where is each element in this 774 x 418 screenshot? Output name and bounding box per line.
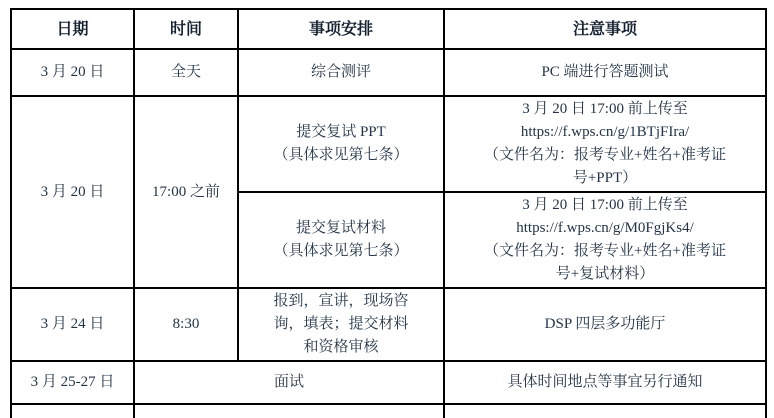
schedule-table [10,8,767,418]
cell-r1-date: 3 月 20 日 [11,49,134,96]
cell-r5-date: 3 月 25-27 日 [11,361,134,404]
table-row [11,361,766,404]
cutoff-cell [11,404,134,418]
cell-r1-task: 综合测评 [238,49,444,96]
task-line: 询，填表；提交材料 [273,316,409,332]
table-row [11,49,766,96]
cell-r5-note: 具体时间地点等事宜另行通知 [444,361,766,404]
task-line: 和资格审核 [303,339,379,355]
task-line: 提交复试材料 [295,220,386,236]
task-line: 提交复试 PPT [296,124,386,140]
note-line: 号+复试材料） [555,266,655,282]
cutoff-row [11,404,766,418]
cell-r5-task: 面试 [134,361,444,404]
cell-r4-task [238,288,444,361]
task-line: （具体求见第七条） [273,147,409,163]
cell-r1-time: 全天 [134,49,238,96]
note-line: （文件名为：报考专业+姓名+准考证 [484,147,726,163]
cell-r1-note: PC 端进行答题测试 [444,49,766,96]
cutoff-cell [134,404,444,418]
cell-r3-note [444,192,766,288]
cell-r2-note [444,96,766,192]
task-line: 报到，宣讲，现场咨 [273,293,409,309]
header-cell-date: 日期 [11,9,134,49]
table-row [11,96,766,192]
upload-url: https://f.wps.cn/g/M0FgjKs4/ [516,220,694,236]
header-row [11,9,766,49]
cell-r2-time: 17:00 之前 [134,96,238,288]
cell-r4-time: 8:30 [134,288,238,361]
cell-r4-date: 3 月 24 日 [11,288,134,361]
table-row [11,288,766,361]
header-cell-task: 事项安排 [238,9,444,49]
note-line: 3 月 20 日 17:00 前上传至 [522,101,688,117]
note-line: 3 月 20 日 17:00 前上传至 [522,197,688,213]
cell-r3-task [238,192,444,288]
header-cell-note: 注意事项 [444,9,766,49]
cutoff-cell [444,404,766,418]
cell-r2-date: 3 月 20 日 [11,96,134,288]
header-cell-time: 时间 [134,9,238,49]
cell-r4-note: DSP 四层多功能厅 [444,288,766,361]
note-line: （文件名为：报考专业+姓名+准考证 [484,243,726,259]
note-line: 号+PPT） [572,170,638,186]
task-line: （具体求见第七条） [273,243,409,259]
upload-url: https://f.wps.cn/g/1BTjFIra/ [520,124,690,140]
cell-r2-task [238,96,444,192]
